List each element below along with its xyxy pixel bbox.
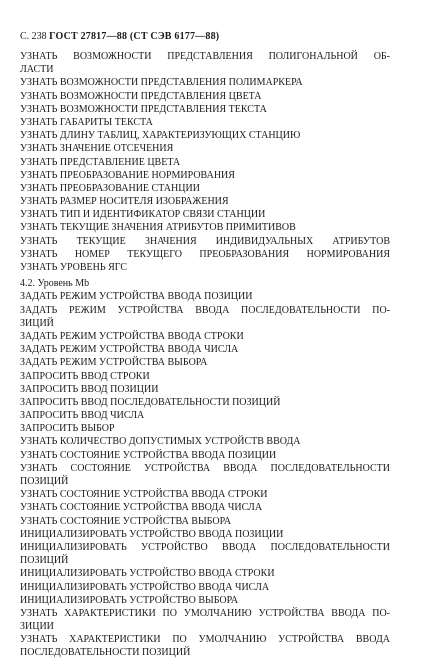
text-line: ЗАПРОСИТЬ ВЫБОР (20, 423, 115, 435)
text-line: ИНИЦИАЛИЗИРОВАТЬ УСТРОЙСТВО ВЫБОРА (20, 594, 239, 606)
text-line: УЗНАТЬ ПРЕОБРАЗОВАНИЕ СТАНЦИИ (20, 182, 200, 194)
text-line: УЗНАТЬ ТИП И ИДЕНТИФИКАТОР СВЯЗИ СТАНЦИИ (20, 209, 266, 221)
text-line: ЗАДАТЬ РЕЖИМ УСТРОЙСТВА ВВОДА СТРОКИ (20, 330, 244, 342)
page-number: С. 238 (20, 31, 47, 42)
text-line: УЗНАТЬ СОСТОЯНИЕ УСТРОЙСТВА ВВОДА ПОСЛЕДОВАТЕЛЬНОСТИ (20, 462, 390, 474)
text-line: УЗНАТЬ ПРЕОБРАЗОВАНИЕ НОРМИРОВАНИЯ (20, 169, 235, 181)
text-line: УЗНАТЬ ТЕКУЩИЕ ЗНАЧЕНИЯ АТРИБУТОВ ПРИМИТИВОВ (20, 222, 296, 234)
standard-designation: ГОСТ 27817—88 (СТ СЭВ 6177—88) (49, 31, 220, 42)
section-heading: 4.2. Уровень Mb (20, 278, 90, 290)
text-line: ИНИЦИАЛИЗИРОВАТЬ УСТРОЙСТВО ВВОДА ПОСЛЕДОВАТЕЛЬНОСТИ (20, 541, 390, 553)
text-line: ЗИЦИИ (20, 621, 54, 633)
text-line: УЗНАТЬ СОСТОЯНИЕ УСТРОЙСТВА ВВОДА СТРОКИ (20, 489, 268, 501)
text-line: УЗНАТЬ ВОЗМОЖНОСТИ ПРЕДСТАВЛЕНИЯ ТЕКСТА (20, 103, 267, 115)
text-line: ИНИЦИАЛИЗИРОВАТЬ УСТРОЙСТВО ВВОДА ПОЗИЦИИ (20, 528, 284, 540)
text-line: ЗАПРОСИТЬ ВВОД ЧИСЛА (20, 410, 145, 422)
page-header (20, 30, 219, 43)
text-line: УЗНАТЬ КОЛИЧЕСТВО ДОПУСТИМЫХ УСТРОЙСТВ ВВОДА (20, 436, 301, 448)
text-line: ЗАПРОСИТЬ ВВОД ПОЗИЦИИ (20, 383, 159, 395)
text-line: УЗНАТЬ УРОВЕНЬ ЯГС (20, 262, 128, 273)
text-line: ЗАДАТЬ РЕЖИМ УСТРОЙСТВА ВВОДА ЧИСЛА (20, 344, 239, 356)
text-line: УЗНАТЬ ПРЕДСТАВЛЕНИЕ ЦВЕТА (20, 156, 181, 168)
function-list (20, 50, 390, 660)
text-line: ПОЗИЦИЙ (20, 476, 69, 487)
text-line: УЗНАТЬ ГАБАРИТЫ ТЕКСТА (20, 116, 153, 128)
text-line: УЗНАТЬ СОСТОЯНИЕ УСТРОЙСТВА ВВОДА ЧИСЛА (20, 502, 263, 514)
text-line: ПОСЛЕДОВАТЕЛЬНОСТИ ПОЗИЦИЙ (20, 647, 191, 659)
text-line: УЗНАТЬ ДЛИНУ ТАБЛИЦ, ХАРАКТЕРИЗУЮЩИХ СТАНЦИЮ (20, 130, 301, 142)
text-line: ЛАСТИ (20, 64, 54, 76)
text-line: УЗНАТЬ СОСТОЯНИЕ УСТРОЙСТВА ВВОДА ПОЗИЦИИ (20, 449, 277, 461)
text-line: УЗНАТЬ ЗНАЧЕНИЕ ОТСЕЧЕНИЯ (20, 143, 174, 155)
text-line: ЗИЦИЙ (20, 317, 54, 329)
text-line: УЗНАТЬ РАЗМЕР НОСИТЕЛЯ ИЗОБРАЖЕНИЯ (20, 196, 229, 208)
text-line: УЗНАТЬ ВОЗМОЖНОСТИ ПРЕДСТАВЛЕНИЯ ПОЛИМАРКЕРА (20, 77, 303, 89)
text-line: УЗНАТЬ СОСТОЯНИЕ УСТРОЙСТВА ВЫБОРА (20, 515, 232, 527)
text-line: УЗНАТЬ ХАРАКТЕРИСТИКИ ПО УМОЛЧАНИЮ УСТРОЙСТВА ВВОДА (20, 634, 390, 646)
text-line: ЗАДАТЬ РЕЖИМ УСТРОЙСТВА ВЫБОРА (20, 357, 208, 369)
text-line: ЗАПРОСИТЬ ВВОД СТРОКИ (20, 370, 150, 382)
text-line: ПОЗИЦИЙ (20, 555, 69, 567)
text-line: УЗНАТЬ НОМЕР ТЕКУЩЕГО ПРЕОБРАЗОВАНИЯ НОРМИРОВАНИЯ (20, 248, 390, 260)
text-line: ЗАДАТЬ РЕЖИМ УСТРОЙСТВА ВВОДА ПОЗИЦИИ (20, 291, 253, 303)
text-line: ЗАДАТЬ РЕЖИМ УСТРОЙСТВА ВВОДА ПОСЛЕДОВАТЕЛЬНОСТИ ПО- (20, 304, 390, 316)
text-line: ЗАПРОСИТЬ ВВОД ПОСЛЕДОВАТЕЛЬНОСТИ ПОЗИЦИЙ (20, 396, 281, 408)
text-line: УЗНАТЬ ВОЗМОЖНОСТИ ПРЕДСТАВЛЕНИЯ ЦВЕТА (20, 90, 262, 102)
text-line: УЗНАТЬ ВОЗМОЖНОСТИ ПРЕДСТАВЛЕНИЯ ПОЛИГОНАЛЬНОЙ ОБ- (20, 51, 390, 62)
text-line: ИНИЦИАЛИЗИРОВАТЬ УСТРОЙСТВО ВВОДА ЧИСЛА (20, 581, 270, 593)
text-line: ИНИЦИАЛИЗИРОВАТЬ УСТРОЙСТВО ВВОДА СТРОКИ (20, 568, 275, 580)
text-line: УЗНАТЬ ХАРАКТЕРИСТИКИ ПО УМОЛЧАНИЮ УСТРОЙСТВА ВВОДА ПО- (20, 607, 390, 619)
text-line: УЗНАТЬ ТЕКУЩИЕ ЗНАЧЕНИЯ ИНДИВИДУАЛЬНЫХ АТРИБУТОВ (20, 235, 390, 247)
